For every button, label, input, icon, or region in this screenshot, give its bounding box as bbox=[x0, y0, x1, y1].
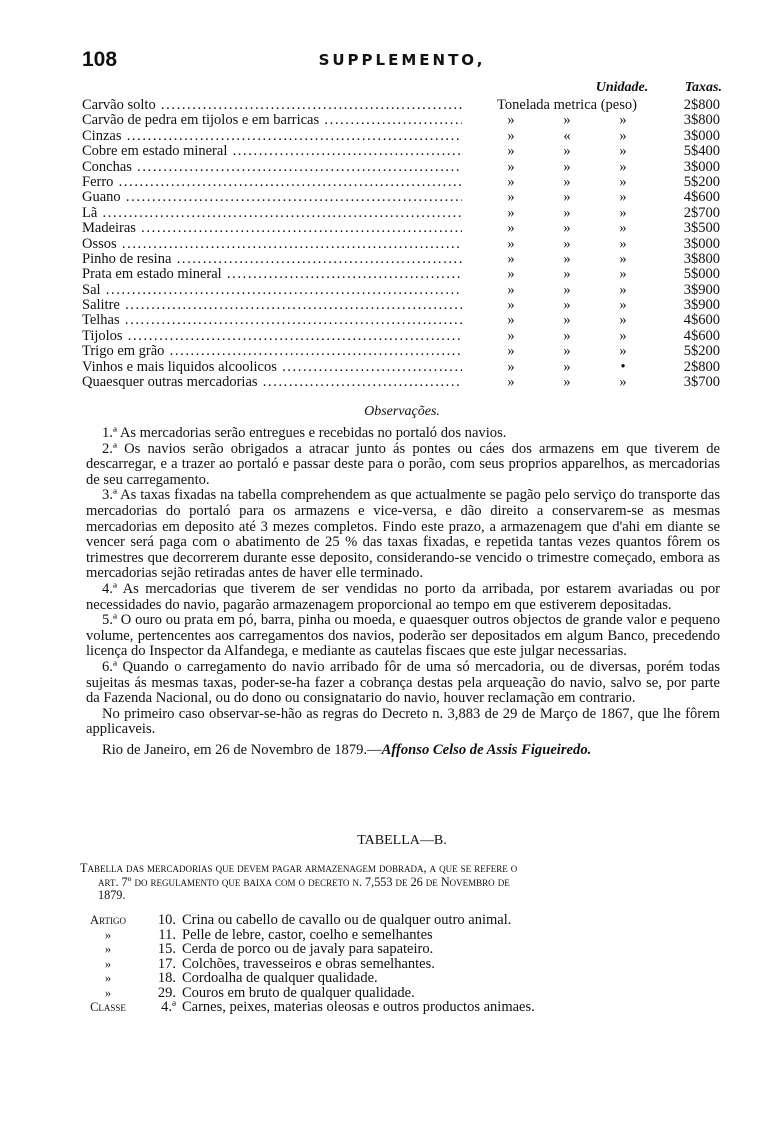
observations-title: Observações. bbox=[364, 404, 440, 419]
unit-mark: • bbox=[620, 358, 626, 375]
item-name: Salitre ..... bbox=[82, 298, 462, 313]
item-label: » bbox=[104, 985, 112, 1000]
item-label: Artigo bbox=[90, 913, 126, 927]
unit-mark: » bbox=[619, 297, 627, 314]
item-name: Quaesquer outras mercadorias ..... bbox=[82, 375, 462, 390]
item-tax: 2$800 bbox=[683, 358, 720, 375]
item-name: Ferro ..... bbox=[82, 175, 462, 190]
page-header bbox=[82, 48, 722, 72]
unit-mark: » bbox=[563, 312, 571, 329]
table-row bbox=[82, 344, 722, 359]
item-tax: 5$400 bbox=[683, 143, 720, 160]
item-name: Cobre em estado mineral ..... bbox=[82, 144, 462, 159]
item-name: Guano ..... bbox=[82, 190, 462, 205]
item-name: Ossos ..... bbox=[82, 237, 462, 252]
description-line-3: 1879. bbox=[98, 888, 126, 902]
unit-mark: » bbox=[563, 250, 571, 267]
item-name: Vinhos e mais liquidos alcoolicos ..... bbox=[82, 360, 462, 375]
item-name: Pinho de resina ..... bbox=[82, 252, 462, 267]
item-unit bbox=[482, 267, 652, 282]
table-row bbox=[82, 252, 722, 267]
item-tax: 3$500 bbox=[683, 220, 720, 237]
unit-mark: » bbox=[563, 189, 571, 206]
unit-column-header: Unidade. bbox=[595, 80, 649, 95]
list-item bbox=[80, 957, 700, 972]
unit-mark: » bbox=[507, 112, 515, 129]
observations-body bbox=[86, 426, 720, 758]
item-tax: 3$000 bbox=[683, 127, 720, 144]
unit-mark: » bbox=[507, 204, 515, 221]
unit-mark: » bbox=[507, 158, 515, 175]
table-row bbox=[82, 113, 722, 128]
table-row bbox=[82, 206, 722, 221]
item-unit bbox=[482, 160, 652, 175]
item-number: 10. bbox=[157, 912, 176, 928]
description-line-1: Tabella das mercadorias que devem pagar armazenagem dobrada, a que se refere o bbox=[80, 861, 518, 875]
description-line-2: art. 7º do regulamento que baixa com o decreto n. 7,553 de 26 de Novembro de bbox=[98, 874, 510, 889]
signature-line bbox=[86, 743, 720, 759]
page-number: 108 bbox=[82, 48, 118, 71]
item-number: 15. bbox=[157, 941, 176, 957]
table-row bbox=[82, 375, 722, 390]
item-unit bbox=[482, 144, 652, 159]
table-row bbox=[82, 160, 722, 175]
unit-mark: » bbox=[563, 220, 571, 237]
item-tax: 4$600 bbox=[683, 189, 720, 206]
unit-mark: » bbox=[563, 343, 571, 360]
item-unit bbox=[482, 98, 652, 113]
tabella-b-description bbox=[80, 862, 725, 903]
item-unit bbox=[482, 313, 652, 328]
unit-mark: » bbox=[507, 173, 515, 190]
item-unit bbox=[482, 129, 652, 144]
unit-mark: » bbox=[563, 374, 571, 391]
unit-mark: » bbox=[563, 143, 571, 160]
item-name: Carvão solto ..... bbox=[82, 98, 462, 113]
observation-paragraph: 6.ª Quando o carregamento do navio arribado fôr de uma só mercadoria, ou de diversas, porém todas sujeitas ás mesmas taxas, poder-se-ha fazer a cobrança destas pela arqueação do navio, salvo se, por parte da Fazenda Nacional, ou do dono ou consignatario do navio, houver reclamação em contrario. bbox=[86, 658, 720, 707]
item-tax: 2$700 bbox=[683, 204, 720, 221]
unit-mark: » bbox=[507, 297, 515, 314]
unit-mark: » bbox=[619, 158, 627, 175]
item-number: 29. bbox=[157, 984, 176, 1001]
unit-mark: » bbox=[507, 343, 515, 360]
list-item bbox=[80, 942, 700, 957]
item-name: Tijolos ..... bbox=[82, 329, 462, 344]
item-tax: 3$700 bbox=[683, 374, 720, 391]
unit-mark: » bbox=[563, 327, 571, 344]
table-row bbox=[82, 298, 722, 313]
list-item bbox=[80, 971, 700, 986]
unit-mark: » bbox=[619, 204, 627, 221]
observation-paragraph: 3.ª As taxas fixadas na tabella comprehendem as que actualmente se pagão pelo serviço do transporte das mercadorias do portaló para os armazens e vice-versa, e dão direito a conservarem-se as mesmas mercadorias em deposito até 3 mezes completos. Findo este prazo, a armazenagem que d'ahi em diante se vencer será paga com o abatimento de 25 % das taxas fixadas, e repetida tantas vezes quantos fôrem os trimestres que decorrerem durante esse deposito, considerando-se vencido o trimestre começado, embora as mercadorias sejão retiradas antes de haver elle terminado. bbox=[86, 487, 720, 582]
unit-mark: » bbox=[507, 127, 515, 144]
unit-mark: » bbox=[563, 266, 571, 283]
item-tax: 3$900 bbox=[683, 281, 720, 298]
item-tax: 3$800 bbox=[683, 250, 720, 267]
item-label: Classe bbox=[90, 1000, 126, 1014]
table-row bbox=[82, 98, 722, 113]
item-unit bbox=[482, 190, 652, 205]
list-item bbox=[80, 986, 700, 1001]
unit-mark: » bbox=[563, 297, 571, 314]
unit-mark: » bbox=[619, 112, 627, 129]
item-tax: 5$200 bbox=[683, 343, 720, 360]
tabella-b-list bbox=[80, 913, 700, 1015]
item-text: Cerda de porco ou de javaly para sapateiro. bbox=[182, 941, 434, 957]
unit-mark: » bbox=[507, 143, 515, 160]
item-tax: 2$800 bbox=[683, 97, 720, 113]
item-name: Prata em estado mineral ..... bbox=[82, 267, 462, 282]
table-row bbox=[82, 329, 722, 344]
unit-mark: » bbox=[563, 204, 571, 221]
item-label: » bbox=[104, 971, 112, 985]
item-unit bbox=[482, 375, 652, 390]
unit-mark: » bbox=[619, 343, 627, 360]
unit-mark: » bbox=[619, 281, 627, 298]
unit-mark: » bbox=[563, 112, 571, 129]
item-unit bbox=[482, 298, 652, 313]
item-name: Madeiras ..... bbox=[82, 221, 462, 236]
item-text: Carnes, peixes, materias oleosas e outros productos animaes. bbox=[182, 999, 535, 1015]
item-name: Conchas ..... bbox=[82, 160, 462, 175]
unit-mark: » bbox=[619, 250, 627, 267]
rates-table bbox=[82, 98, 722, 390]
table-row bbox=[82, 237, 722, 252]
running-title: SUPPLEMENTO, bbox=[318, 51, 486, 69]
item-unit bbox=[482, 175, 652, 190]
item-tax: 3$000 bbox=[683, 235, 720, 252]
item-unit bbox=[482, 283, 652, 298]
item-tax: 4$600 bbox=[683, 327, 720, 344]
unit-mark: « bbox=[563, 127, 571, 144]
item-unit bbox=[482, 360, 652, 375]
list-item bbox=[80, 913, 700, 928]
table-row bbox=[82, 313, 722, 328]
item-number: 4.ª bbox=[161, 999, 176, 1015]
item-tax: 3$000 bbox=[683, 158, 720, 175]
item-name: Carvão de pedra em tijolos e em barricas ..... bbox=[82, 113, 462, 128]
item-tax: 3$900 bbox=[683, 297, 720, 314]
unit-mark: » bbox=[619, 235, 627, 252]
list-item bbox=[80, 928, 700, 943]
tax-column-header: Taxas. bbox=[684, 80, 722, 95]
tabella-b-title: TABELLA—B. bbox=[357, 833, 447, 848]
observation-paragraph: 5.ª O ouro ou prata em pó, barra, pinha ou moeda, e quaesquer outros objectos de grande valor e pequeno volume, pertencentes aos carregamentos dos navios, poderão ser depositados em algum Banco, precedendo licença do Inspector da Alfandega, e mediante as cautelas fiscaes que este julgar necessarias. bbox=[86, 612, 720, 660]
item-name: Trigo em grão ..... bbox=[82, 344, 462, 359]
item-label: » bbox=[104, 942, 112, 956]
item-unit bbox=[482, 329, 652, 344]
item-unit bbox=[482, 344, 652, 359]
item-text: Couros em bruto de qualquer qualidade. bbox=[182, 984, 415, 1001]
item-text: Pelle de lebre, castor, coelho e semelhantes bbox=[182, 926, 433, 943]
unit-mark: Tonelada metrica (peso) bbox=[497, 97, 637, 113]
rates-column-headers bbox=[82, 80, 722, 98]
item-text: Colchões, travesseiros e obras semelhantes. bbox=[182, 955, 435, 972]
item-name: Lã ..... bbox=[82, 206, 462, 221]
unit-mark: » bbox=[619, 374, 627, 391]
unit-mark: » bbox=[619, 127, 627, 144]
table-row bbox=[82, 190, 722, 205]
item-text: Crina ou cabello de cavallo ou de qualquer outro animal. bbox=[182, 912, 512, 928]
unit-mark: » bbox=[563, 173, 571, 190]
unit-mark: » bbox=[619, 189, 627, 206]
unit-mark: » bbox=[507, 266, 515, 283]
item-text: Cordoalha de qualquer qualidade. bbox=[182, 970, 378, 986]
unit-mark: » bbox=[507, 189, 515, 206]
unit-mark: » bbox=[619, 312, 627, 329]
place-date: Rio de Janeiro, em 26 de Novembro de 1879.— bbox=[102, 741, 382, 758]
item-name: Telhas ..... bbox=[82, 313, 462, 328]
unit-mark: » bbox=[619, 220, 627, 237]
item-unit bbox=[482, 221, 652, 236]
item-label: » bbox=[104, 956, 112, 971]
unit-mark: » bbox=[619, 143, 627, 160]
observation-paragraph: 2.ª Os navios serão obrigados a atracar junto ás pontes ou cáes dos armazens em que tiverem de descarregar, e a trazer ao portaló e passar deste para o porão, com seus proprios apparelhos, as mercadorias de seu carregamento. bbox=[86, 440, 720, 488]
item-tax: 3$800 bbox=[683, 112, 720, 129]
observation-paragraph: 1.ª As mercadorias serão entregues e recebidas no portaló dos navios. bbox=[102, 425, 507, 441]
item-unit bbox=[482, 206, 652, 221]
item-number: 18. bbox=[157, 970, 176, 986]
item-number: 17. bbox=[157, 955, 176, 972]
table-row bbox=[82, 283, 722, 298]
table-row bbox=[82, 175, 722, 190]
item-unit bbox=[482, 237, 652, 252]
unit-mark: » bbox=[563, 235, 571, 252]
list-item bbox=[80, 1000, 700, 1015]
unit-mark: » bbox=[619, 173, 627, 190]
observation-paragraph: No primeiro caso observar-se-hão as regras do Decreto n. 3,883 de 29 de Março de 1867, que lhe fôrem applicaveis. bbox=[86, 705, 720, 738]
table-row bbox=[82, 129, 722, 144]
unit-mark: » bbox=[507, 250, 515, 267]
observation-paragraph: 4.ª As mercadorias que tiverem de ser vendidas no porto da arribada, por estarem avariadas ou por necessidades do navio, pagarão armazenagem proporcional ao tempo em que estiverem depositadas. bbox=[86, 580, 720, 613]
unit-mark: » bbox=[507, 220, 515, 237]
signature: Affonso Celso de Assis Figueiredo. bbox=[381, 741, 592, 758]
table-row bbox=[82, 267, 722, 282]
unit-mark: » bbox=[507, 358, 515, 375]
unit-mark: » bbox=[507, 327, 515, 344]
item-tax: 5$200 bbox=[683, 173, 720, 190]
table-row bbox=[82, 144, 722, 159]
unit-mark: » bbox=[563, 358, 571, 375]
item-number: 11. bbox=[158, 926, 176, 943]
unit-mark: » bbox=[563, 158, 571, 175]
item-unit bbox=[482, 252, 652, 267]
item-name: Sal ..... bbox=[82, 283, 462, 298]
unit-mark: » bbox=[619, 327, 627, 344]
unit-mark: » bbox=[507, 312, 515, 329]
item-label: » bbox=[104, 927, 112, 942]
unit-mark: » bbox=[507, 374, 515, 391]
item-tax: 4$600 bbox=[683, 312, 720, 329]
table-row bbox=[82, 360, 722, 375]
item-tax: 5$000 bbox=[683, 266, 720, 283]
item-unit bbox=[482, 113, 652, 128]
unit-mark: » bbox=[563, 281, 571, 298]
item-name: Cinzas ..... bbox=[82, 129, 462, 144]
unit-mark: » bbox=[619, 266, 627, 283]
unit-mark: » bbox=[507, 281, 515, 298]
table-row bbox=[82, 221, 722, 236]
unit-mark: » bbox=[507, 235, 515, 252]
